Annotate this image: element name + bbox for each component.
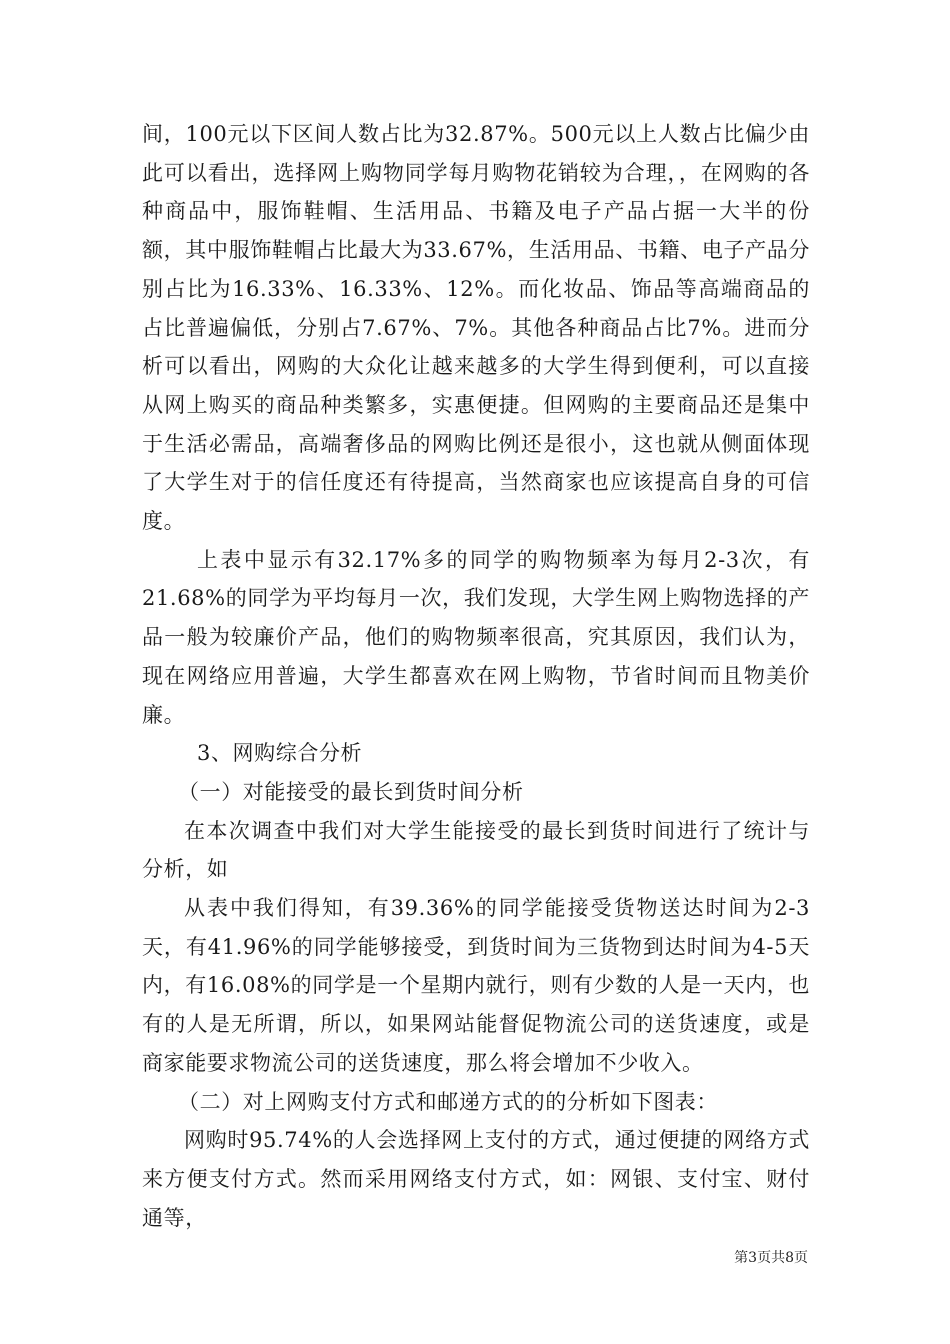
paragraph-online-payment: 网购时95.74%的人会选择网上支付的方式，通过便捷的网络方式来方便支付方式。然而采用网络支付方式，如：网银、支付宝、财付通等，: [142, 1128, 810, 1230]
subsection-heading-payment-shipping: （二）对上网购支付方式和邮递方式的的分析如下图表：: [178, 1089, 718, 1114]
paragraph-shopping-frequency: 上表中显示有32.17%多的同学的购物频率为每月2-3次，有21.68%的同学为平均每月一次，我们发现，大学生网上购物选择的产品一般为较廉价产品，他们的购物频率很高，究其原因，我们认为，现在网络应用普遍，大学生都喜欢在网上购物，节省时间而且物美价廉。: [142, 547, 810, 727]
paragraph-spending-and-categories: 间，100元以下区间人数占比为32.87%。500元以上人数占比偏少由此可以看出，选择网上购物同学每月购物花销较为合理，，在网购的各种商品中，服饰鞋帽、生活用品、书籍及电子产品占据一大半的份额，其中服饰鞋帽占比最大为33.67%，生活用品、书籍、电子产品分别占比为16.33%、16.33%、12%。而化妆品、饰品等高端商品的占比普遍偏低，分别占7.67%、7%。其他各种商品占比7%。进而分析可以看出，网购的大众化让越来越多的大学生得到便利，可以直接从网上购买的商品种类繁多，实惠便捷。但网购的主要商品还是集中于生活必需品，高端奢侈品的网购比例还是很小，这也就从侧面体现了大学生对于的信任度还有待提高，当然商家也应该提高自身的可信度。: [142, 122, 810, 534]
section-heading-comprehensive-analysis: 3、网购综合分析: [197, 741, 363, 766]
paragraph-delivery-results: 从表中我们得知，有39.36%的同学能接受货物送达时间为2-3天，有41.96%的同学能够接受，到货时间为三货物到达时间为4-5天内，有16.08%的同学是一个星期内就行，则有少数的人是一天内，也有的人是无所谓，所以，如果网站能督促物流公司的送货速度，或是商家能要求物流公司的送货速度，那么将会增加不少收入。: [142, 896, 810, 1075]
document-body: [142, 115, 810, 1237]
page-number-footer: 第3页共8页: [734, 1250, 808, 1266]
paragraph-delivery-survey-intro: 在本次调查中我们对大学生能接受的最长到货时间进行了统计与分析，如: [142, 818, 810, 882]
subsection-heading-delivery-time: （一）对能接受的最长到货时间分析: [178, 779, 524, 804]
